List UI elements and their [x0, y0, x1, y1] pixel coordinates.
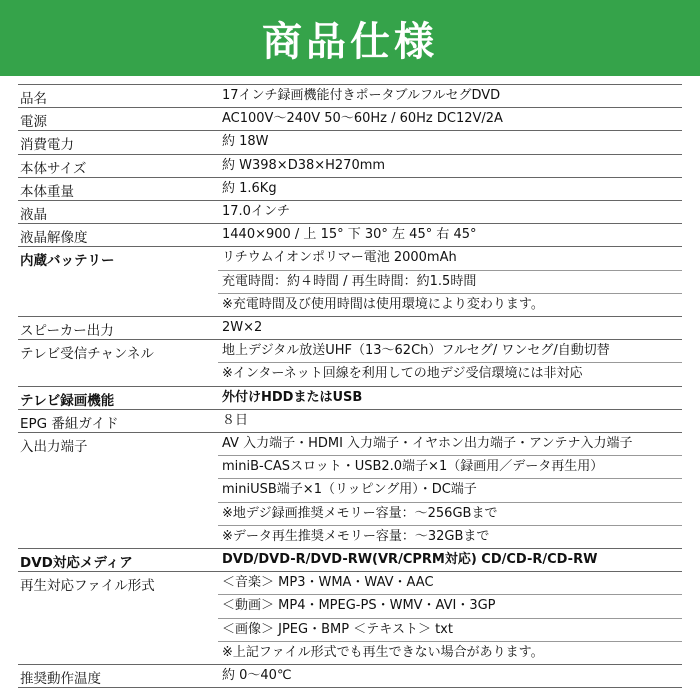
page-title: 商品仕様 [262, 18, 438, 65]
spec-value: miniUSB端子×1（リッピング用）・DC端子 [222, 482, 477, 498]
spec-value: ※データ再生推奨メモリー容量：〜32GBまで [222, 528, 490, 544]
spec-value: 2W×2 [222, 320, 263, 335]
spec-label: テレビ録画機能 [20, 392, 115, 409]
spec-row [18, 409, 682, 432]
spec-value: AV 入力端子・HDMI 入力端子・イヤホン出力端子・アンテナ入力端子 [222, 436, 633, 451]
spec-label: DVD対応メディア [20, 555, 133, 571]
spec-label: 内蔵バッテリー [20, 253, 115, 270]
spec-label: 再生対応ファイル形式 [20, 578, 155, 595]
spec-value: 地上デジタル放送UHF（13〜62Ch）フルセグ/ ワンセグ/自動切替 [222, 343, 610, 359]
spec-row [18, 200, 682, 223]
spec-label: 電源 [20, 114, 47, 131]
spec-label: 品名 [20, 91, 47, 107]
spec-value: ＜画像＞ JPEG・BMP ＜テキスト＞ txt [222, 621, 453, 637]
spec-label: 液晶 [20, 207, 47, 223]
spec-label: 入出力端子 [20, 439, 88, 455]
spec-value: 約 0〜40℃ [222, 668, 292, 683]
row-divider [18, 687, 682, 688]
spec-row [18, 84, 682, 107]
spec-value: ＜動画＞ MP4・MPEG-PS・WMV・AVI・3GP [222, 598, 496, 614]
spec-label: テレビ受信チャンネル [20, 346, 154, 363]
spec-label: 液晶解像度 [20, 230, 88, 247]
spec-row [18, 316, 682, 339]
spec-label: 推奨動作温度 [20, 671, 101, 687]
spec-row [18, 386, 682, 409]
spec-value: ＜音楽＞ MP3・WMA・WAV・AAC [222, 575, 434, 591]
spec-value: ※充電時間及び使用時間は使用環境により変わります。 [222, 296, 544, 312]
spec-row [18, 664, 682, 687]
header-banner [0, 0, 700, 76]
spec-row [18, 223, 682, 246]
spec-label: スピーカー出力 [20, 323, 114, 339]
spec-label: 消費電力 [20, 137, 74, 154]
spec-row [18, 339, 682, 385]
spec-label: 本体重量 [20, 183, 74, 200]
spec-row [18, 154, 682, 177]
spec-value: 約 18W [222, 134, 269, 150]
spec-row [18, 177, 682, 200]
spec-value: 充電時間：約４時間 / 再生時間：約1.5時間 [222, 273, 477, 289]
spec-value: ※上記ファイル形式でも再生できない場合があります。 [222, 644, 544, 660]
spec-row [18, 130, 682, 153]
spec-value: DVD/DVD-R/DVD-RW(VR/CPRM対応) CD/CD-R/CD-RW [222, 552, 598, 567]
spec-value: 1440×900 / 上 15° 下 30° 左 45° 右 45° [222, 227, 477, 243]
spec-row [18, 246, 682, 316]
spec-row [18, 432, 682, 548]
spec-label: EPG 番組ガイド [20, 415, 119, 432]
spec-value: ※地デジ録画推奨メモリー容量：〜256GBまで [222, 505, 498, 521]
spec-value: 約 1.6Kg [222, 180, 277, 196]
spec-value: AC100V〜240V 50〜60Hz / 60Hz DC12V/2A [222, 111, 503, 127]
spec-value: リチウムイオンポリマー電池 2000mAh [222, 250, 457, 266]
spec-value: 約 W398×D38×H270mm [222, 157, 386, 173]
spec-value: ８日 [222, 412, 249, 428]
spec-value: ※インターネット回線を利用しての地デジ受信環境には非対応 [222, 366, 583, 382]
spec-value: 17.0インチ [222, 204, 290, 219]
spec-label: 本体サイズ [20, 160, 87, 177]
spec-value: miniB-CASスロット・USB2.0端子×1（録画用／データ再生用） [222, 459, 604, 475]
spec-row [18, 571, 682, 664]
spec-row [18, 107, 682, 130]
spec-row [18, 548, 682, 571]
spec-value: 外付けHDDまたはUSB [222, 389, 363, 405]
spec-value: 17インチ録画機能付きポータブルフルセグDVD [222, 88, 501, 103]
